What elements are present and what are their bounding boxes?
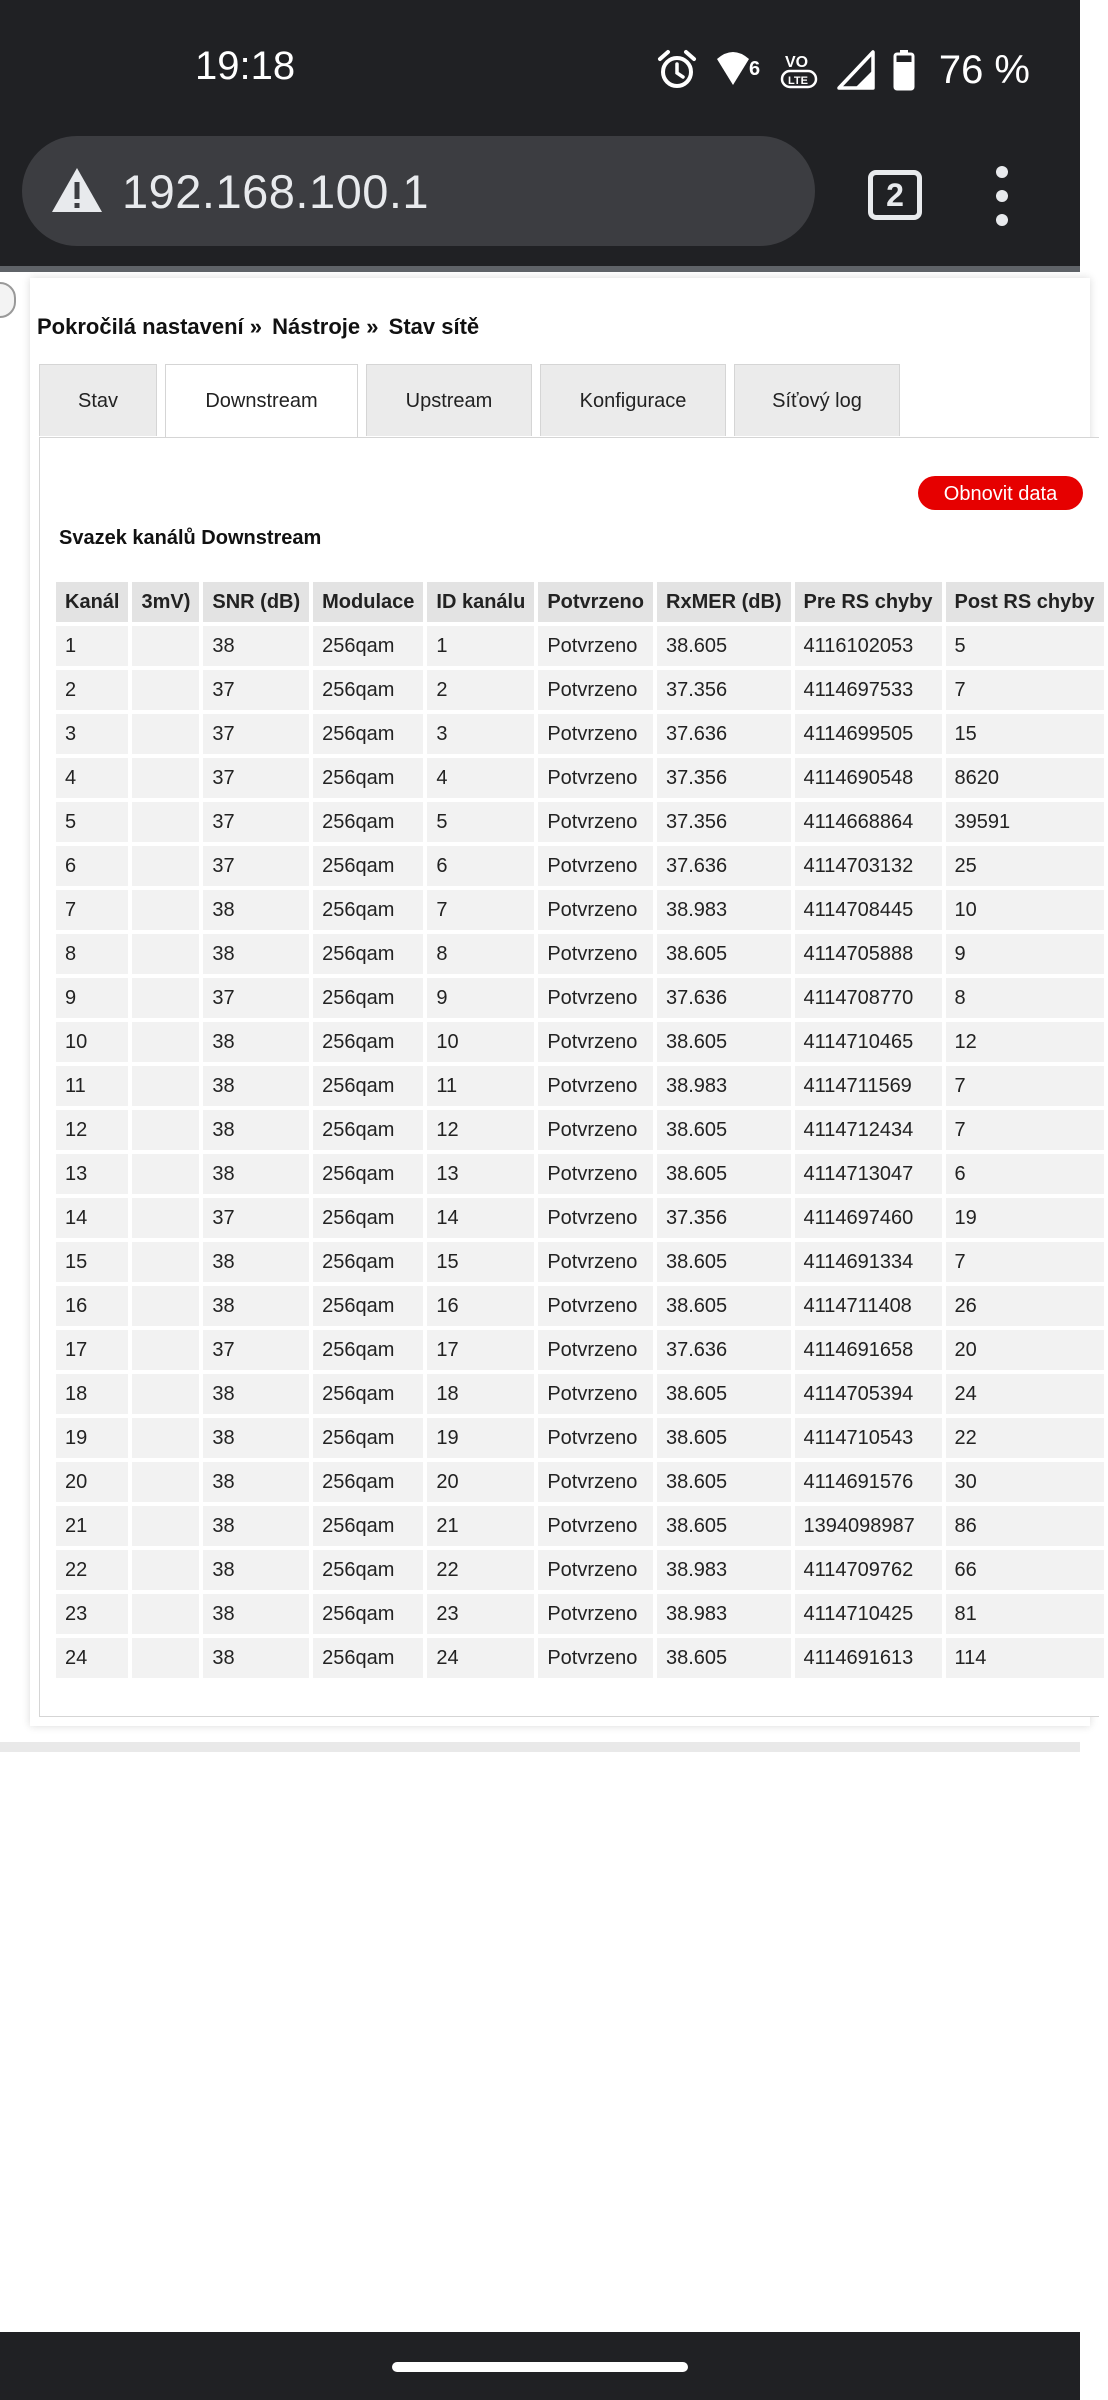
table-cell: 5	[946, 626, 1104, 666]
table-cell: 7	[56, 890, 128, 930]
table-cell	[132, 714, 199, 754]
table-cell: 9	[56, 978, 128, 1018]
table-cell: 37.356	[657, 670, 791, 710]
table-cell: 19	[946, 1198, 1104, 1238]
table-cell: 15	[427, 1242, 534, 1282]
tab-downstream[interactable]: Downstream	[165, 364, 358, 440]
table-cell: 8620	[946, 758, 1104, 798]
table-cell: Potvrzeno	[538, 1506, 653, 1546]
table-cell: 38.983	[657, 1066, 791, 1106]
table-cell: 1	[427, 626, 534, 666]
table-cell: Potvrzeno	[538, 1198, 653, 1238]
table-row	[56, 890, 1104, 930]
table-cell: 114	[946, 1638, 1104, 1678]
table-row	[56, 802, 1104, 842]
table-cell	[132, 1154, 199, 1194]
table-row	[56, 1286, 1104, 1326]
table-cell: 256qam	[313, 802, 423, 842]
alarm-icon	[657, 49, 697, 91]
table-cell: 38.605	[657, 626, 791, 666]
table-cell: Potvrzeno	[538, 1154, 653, 1194]
table-cell: 86	[946, 1506, 1104, 1546]
table-cell: 25	[946, 846, 1104, 886]
table-row	[56, 1462, 1104, 1502]
table-header-row	[56, 582, 1104, 622]
table-cell: 38	[203, 934, 309, 974]
table-cell	[132, 1506, 199, 1546]
table-cell: 38	[203, 1638, 309, 1678]
table-cell: Potvrzeno	[538, 670, 653, 710]
table-cell: 37	[203, 978, 309, 1018]
table-cell: 6	[946, 1154, 1104, 1194]
table-row	[56, 978, 1104, 1018]
table-cell: 38.983	[657, 1550, 791, 1590]
table-row	[56, 1242, 1104, 1282]
table-cell: Potvrzeno	[538, 714, 653, 754]
signal-icon	[837, 50, 875, 90]
table-cell	[132, 1550, 199, 1590]
table-cell: 38.983	[657, 1594, 791, 1634]
refresh-data-button[interactable]: Obnovit data	[918, 476, 1083, 510]
table-cell: 38	[203, 1594, 309, 1634]
table-cell: 15	[946, 714, 1104, 754]
table-cell: 256qam	[313, 714, 423, 754]
table-cell: 38.983	[657, 890, 791, 930]
table-cell: 6	[56, 846, 128, 886]
table-cell: 24	[56, 1638, 128, 1678]
table-cell: 37.356	[657, 758, 791, 798]
table-cell: 7	[946, 1242, 1104, 1282]
table-cell: 14	[56, 1198, 128, 1238]
wifi-6-icon	[715, 49, 761, 91]
table-cell: 4114713047	[795, 1154, 942, 1194]
table-cell: 38.605	[657, 1110, 791, 1150]
table-cell	[132, 670, 199, 710]
svg-text:6: 6	[748, 58, 760, 80]
table-cell: 14	[427, 1198, 534, 1238]
battery-icon	[893, 49, 915, 91]
table-cell: 4114668864	[795, 802, 942, 842]
table-cell: 38	[203, 1374, 309, 1414]
table-cell: 20	[427, 1462, 534, 1502]
table-cell: 256qam	[313, 890, 423, 930]
table-cell: 8	[56, 934, 128, 974]
table-cell: 4114710425	[795, 1594, 942, 1634]
table-cell: 23	[56, 1594, 128, 1634]
table-cell: 10	[56, 1022, 128, 1062]
table-cell: 38.605	[657, 1022, 791, 1062]
table-cell: Potvrzeno	[538, 802, 653, 842]
table-cell: 38	[203, 1286, 309, 1326]
table-cell: 5	[56, 802, 128, 842]
table-cell: 38	[203, 1154, 309, 1194]
table-cell: 24	[946, 1374, 1104, 1414]
table-cell: 4	[427, 758, 534, 798]
table-cell: 19	[427, 1418, 534, 1458]
table-cell: 21	[427, 1506, 534, 1546]
svg-text:VO: VO	[784, 54, 808, 71]
table-row	[56, 1594, 1104, 1634]
status-time: 19:18	[195, 44, 296, 88]
table-cell: 38	[203, 1066, 309, 1106]
column-header: Potvrzeno	[538, 582, 653, 622]
table-cell	[132, 1066, 199, 1106]
volte-icon	[779, 49, 819, 91]
table-cell: 37.356	[657, 802, 791, 842]
table-cell: Potvrzeno	[538, 1418, 653, 1458]
table-cell: 38	[203, 1110, 309, 1150]
page-bottom-rule	[0, 1742, 1080, 1752]
table-cell: 37	[203, 802, 309, 842]
table-cell: 66	[946, 1550, 1104, 1590]
table-cell: 4114691334	[795, 1242, 942, 1282]
table-cell: 37	[203, 670, 309, 710]
table-cell: 38.605	[657, 1638, 791, 1678]
table-cell: 17	[56, 1330, 128, 1370]
table-row	[56, 1022, 1104, 1062]
status-icons	[657, 44, 1030, 96]
table-cell: 19	[56, 1418, 128, 1458]
table-cell: 256qam	[313, 1462, 423, 1502]
navigation-bar	[0, 2332, 1080, 2400]
table-row	[56, 1110, 1104, 1150]
table-cell	[132, 1110, 199, 1150]
table-cell: 256qam	[313, 1638, 423, 1678]
column-header: SNR (dB)	[203, 582, 309, 622]
tab-upstream[interactable]: Upstream	[366, 364, 532, 436]
table-cell	[132, 802, 199, 842]
table-row	[56, 1154, 1104, 1194]
column-header: Modulace	[313, 582, 423, 622]
table-cell: 9	[946, 934, 1104, 974]
table-cell: Potvrzeno	[538, 1066, 653, 1106]
table-cell: 22	[427, 1550, 534, 1590]
column-header: ID kanálu	[427, 582, 534, 622]
table-cell: 256qam	[313, 1374, 423, 1414]
table-cell: 13	[56, 1154, 128, 1194]
table-cell: Potvrzeno	[538, 846, 653, 886]
table-cell: 37	[203, 1330, 309, 1370]
table-cell: 37.636	[657, 714, 791, 754]
status-bar	[0, 0, 1080, 130]
table-cell: 38	[203, 1418, 309, 1458]
table-cell: 4114712434	[795, 1110, 942, 1150]
table-cell: Potvrzeno	[538, 1286, 653, 1326]
table-row	[56, 1418, 1104, 1458]
table-cell: 38.605	[657, 1418, 791, 1458]
table-row	[56, 670, 1104, 710]
browser-toolbar	[0, 130, 1080, 266]
table-cell: 38.605	[657, 934, 791, 974]
table-cell: 13	[427, 1154, 534, 1194]
page-content[interactable]	[0, 272, 1095, 2332]
table-row	[56, 1638, 1104, 1678]
table-cell: 256qam	[313, 1110, 423, 1150]
table-row	[56, 1374, 1104, 1414]
table-cell: 4114697533	[795, 670, 942, 710]
table-row	[56, 626, 1104, 666]
column-header: Pre RS chyby	[795, 582, 942, 622]
table-cell: 1394098987	[795, 1506, 942, 1546]
table-cell: 7	[427, 890, 534, 930]
table-cell: 37	[203, 758, 309, 798]
table-cell: Potvrzeno	[538, 1462, 653, 1502]
table-cell	[132, 978, 199, 1018]
table-cell	[132, 1638, 199, 1678]
table-cell: 20	[946, 1330, 1104, 1370]
table-cell: 22	[56, 1550, 128, 1590]
table-cell: 7	[946, 1110, 1104, 1150]
table-cell: 16	[56, 1286, 128, 1326]
table-cell: 256qam	[313, 758, 423, 798]
table-cell: 8	[946, 978, 1104, 1018]
table-row	[56, 1330, 1104, 1370]
table-cell: 4114708770	[795, 978, 942, 1018]
table-cell: 3	[56, 714, 128, 754]
table-cell: 37	[203, 1198, 309, 1238]
table-cell: 39591	[946, 802, 1104, 842]
table-cell: 4114697460	[795, 1198, 942, 1238]
table-cell: 4114691576	[795, 1462, 942, 1502]
svg-text:LTE: LTE	[787, 75, 808, 87]
battery-percent: 76 %	[938, 47, 1030, 92]
table-row	[56, 1506, 1104, 1546]
table-cell: 11	[427, 1066, 534, 1106]
table-cell: 256qam	[313, 1198, 423, 1238]
table-cell: 6	[427, 846, 534, 886]
table-cell: 15	[56, 1242, 128, 1282]
table-cell: Potvrzeno	[538, 978, 653, 1018]
table-cell: Potvrzeno	[538, 1550, 653, 1590]
table-cell: 4114691658	[795, 1330, 942, 1370]
table-cell: 37	[203, 846, 309, 886]
table-row	[56, 1550, 1104, 1590]
scroll-handle[interactable]	[0, 282, 16, 318]
table-cell: Potvrzeno	[538, 1022, 653, 1062]
table-cell: Potvrzeno	[538, 1110, 653, 1150]
table-cell: 4116102053	[795, 626, 942, 666]
url-text[interactable]: 192.168.100.1	[122, 165, 430, 218]
table-cell: 9	[427, 978, 534, 1018]
table-cell	[132, 1022, 199, 1062]
tab-stav[interactable]: Stav	[39, 364, 157, 436]
breadcrumb-item[interactable]: Pokročilá nastavení »	[37, 314, 262, 339]
table-cell: 38.605	[657, 1506, 791, 1546]
table-row	[56, 1198, 1104, 1238]
table-cell	[132, 1242, 199, 1282]
table-cell: 256qam	[313, 1550, 423, 1590]
table-cell: 4114710465	[795, 1022, 942, 1062]
column-header: 3mV)	[132, 582, 199, 622]
table-cell: Potvrzeno	[538, 758, 653, 798]
tab-konfigurace[interactable]: Konfigurace	[540, 364, 726, 436]
table-cell: 38.605	[657, 1242, 791, 1282]
table-cell	[132, 890, 199, 930]
section-title: Svazek kanálů Downstream	[59, 527, 322, 549]
tabs-icon[interactable]: 2	[868, 170, 922, 220]
table-cell: 4114711569	[795, 1066, 942, 1106]
table-cell: 4	[56, 758, 128, 798]
table-cell: 256qam	[313, 1154, 423, 1194]
table-cell: 37.356	[657, 1198, 791, 1238]
table-cell: 16	[427, 1286, 534, 1326]
table-cell: 17	[427, 1330, 534, 1370]
table-cell: 38	[203, 1550, 309, 1590]
table-cell	[132, 626, 199, 666]
table-cell: 256qam	[313, 626, 423, 666]
table-cell	[132, 1418, 199, 1458]
main-panel	[30, 278, 1095, 1726]
table-cell: 26	[946, 1286, 1104, 1326]
table-cell: 18	[56, 1374, 128, 1414]
table-cell: 37.636	[657, 846, 791, 886]
table-cell: 38.605	[657, 1374, 791, 1414]
table-cell: 37.636	[657, 1330, 791, 1370]
table-cell: 24	[427, 1638, 534, 1678]
table-cell: 30	[946, 1462, 1104, 1502]
table-cell: 38	[203, 890, 309, 930]
table-cell: 4114711408	[795, 1286, 942, 1326]
table-cell: 256qam	[313, 1418, 423, 1458]
table-cell: 4114709762	[795, 1550, 942, 1590]
url-bar[interactable]	[22, 136, 815, 246]
table-cell: 8	[427, 934, 534, 974]
tab-sitovy-log[interactable]: Síťový log	[734, 364, 900, 436]
table-cell	[132, 1198, 199, 1238]
downstream-table	[52, 578, 1108, 1682]
table-cell: 22	[946, 1418, 1104, 1458]
table-cell: Potvrzeno	[538, 1242, 653, 1282]
table-cell: 21	[56, 1506, 128, 1546]
breadcrumb	[37, 314, 483, 340]
table-cell: 38	[203, 1462, 309, 1502]
table-cell: 5	[427, 802, 534, 842]
table-cell: 18	[427, 1374, 534, 1414]
table-cell	[132, 1374, 199, 1414]
table-cell: 256qam	[313, 1286, 423, 1326]
table-cell: 256qam	[313, 1594, 423, 1634]
table-cell: 7	[946, 670, 1104, 710]
table-cell: 10	[427, 1022, 534, 1062]
table-cell: 10	[946, 890, 1104, 930]
warning-icon[interactable]	[50, 166, 104, 214]
table-cell: 256qam	[313, 1330, 423, 1370]
table-cell: 256qam	[313, 1506, 423, 1546]
table-cell: Potvrzeno	[538, 1330, 653, 1370]
table-cell: 38	[203, 626, 309, 666]
table-cell: 4114690548	[795, 758, 942, 798]
table-cell: Potvrzeno	[538, 626, 653, 666]
column-header: RxMER (dB)	[657, 582, 791, 622]
table-cell: 4114703132	[795, 846, 942, 886]
table-cell: 38	[203, 1242, 309, 1282]
table-row	[56, 846, 1104, 886]
table-cell	[132, 846, 199, 886]
table-cell: Potvrzeno	[538, 1638, 653, 1678]
table-cell: 38	[203, 1022, 309, 1062]
table-cell: Potvrzeno	[538, 934, 653, 974]
table-cell: 23	[427, 1594, 534, 1634]
table-row	[56, 934, 1104, 974]
table-cell: Potvrzeno	[538, 1374, 653, 1414]
table-cell: 37.636	[657, 978, 791, 1018]
table-cell: 38.605	[657, 1154, 791, 1194]
table-cell: 12	[56, 1110, 128, 1150]
table-cell: 4114691613	[795, 1638, 942, 1678]
table-cell	[132, 1462, 199, 1502]
table-cell: 256qam	[313, 1066, 423, 1106]
table-cell: 4114699505	[795, 714, 942, 754]
table-cell: 4114705394	[795, 1374, 942, 1414]
table-cell: 4114710543	[795, 1418, 942, 1458]
table-cell: 3	[427, 714, 534, 754]
table-cell: 12	[427, 1110, 534, 1150]
home-gesture-handle[interactable]	[392, 2362, 688, 2372]
table-cell	[132, 1594, 199, 1634]
table-cell: Potvrzeno	[538, 890, 653, 930]
table-row	[56, 1066, 1104, 1106]
table-cell: 1	[56, 626, 128, 666]
table-row	[56, 758, 1104, 798]
column-header: Kanál	[56, 582, 128, 622]
table-cell	[132, 934, 199, 974]
table-cell: 256qam	[313, 1022, 423, 1062]
table-cell: 38.605	[657, 1462, 791, 1502]
table-cell: 2	[427, 670, 534, 710]
table-cell: 4114705888	[795, 934, 942, 974]
table-cell: 2	[56, 670, 128, 710]
table-cell: 20	[56, 1462, 128, 1502]
table-cell: 256qam	[313, 978, 423, 1018]
table-cell: 256qam	[313, 934, 423, 974]
table-cell: 4114708445	[795, 890, 942, 930]
table-cell	[132, 758, 199, 798]
table-cell: 11	[56, 1066, 128, 1106]
table-body	[56, 626, 1104, 1678]
table-cell	[132, 1286, 199, 1326]
table-cell: 38.605	[657, 1286, 791, 1326]
table-cell: 256qam	[313, 846, 423, 886]
table-cell	[132, 1330, 199, 1370]
table-cell: 81	[946, 1594, 1104, 1634]
breadcrumb-current: Stav sítě	[388, 314, 480, 339]
table-cell: 256qam	[313, 670, 423, 710]
breadcrumb-item[interactable]: Nástroje »	[272, 314, 379, 339]
table-cell: 37	[203, 714, 309, 754]
table-cell: 38	[203, 1506, 309, 1546]
column-header: Post RS chyby	[946, 582, 1104, 622]
table-cell: 256qam	[313, 1242, 423, 1282]
table-cell: Potvrzeno	[538, 1594, 653, 1634]
table-cell: 12	[946, 1022, 1104, 1062]
menu-icon[interactable]	[990, 166, 1014, 228]
table-row	[56, 714, 1104, 754]
table-cell: 7	[946, 1066, 1104, 1106]
